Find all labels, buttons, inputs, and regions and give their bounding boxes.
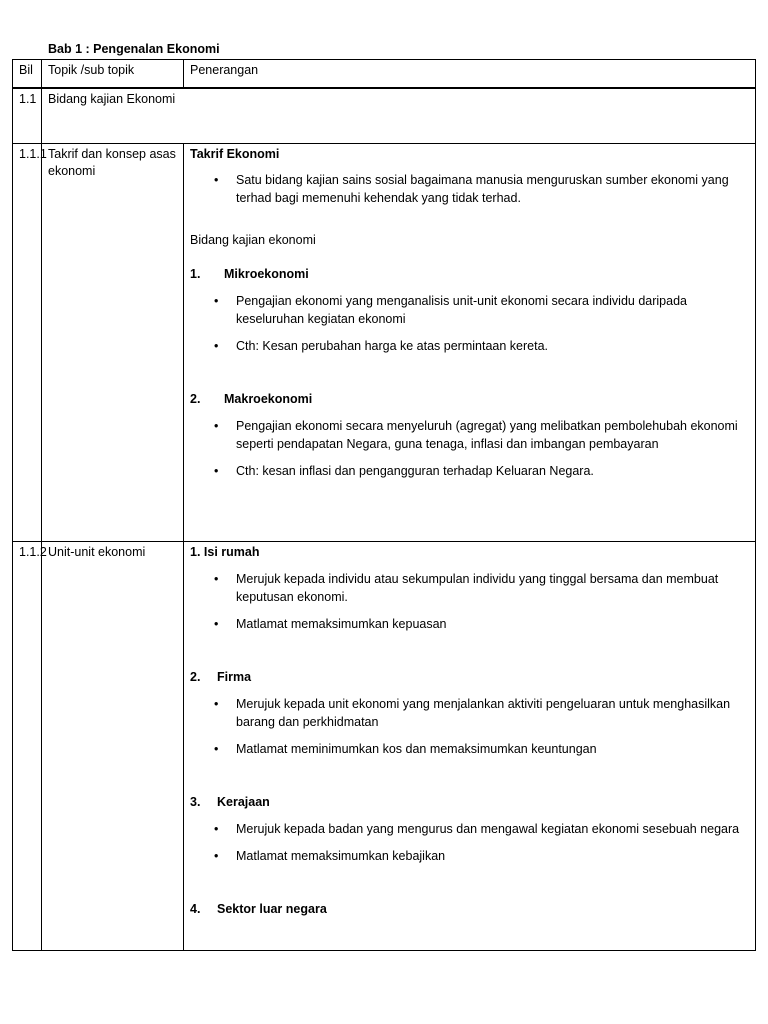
bullet-item: • Matlamat memaksimumkan kepuasan [236, 615, 749, 633]
bullet-item: • Merujuk kepada badan yang mengurus dan mengawal kegiatan ekonomi sesebuah negara [236, 820, 749, 838]
section-title: Firma [217, 670, 252, 684]
document-title: Bab 1 : Pengenalan Ekonomi [48, 42, 220, 56]
bullet-item: • Cth: kesan inflasi dan pengangguran terhadap Keluaran Negara. [236, 462, 749, 480]
syllabus-table [12, 59, 756, 951]
bullet-item: • Pengajian ekonomi yang menganalisis unit-unit ekonomi secara individu daripada keseluruhan kegiatan ekonomi [236, 292, 749, 328]
section-number: 1. [190, 267, 201, 281]
bullet-list [190, 570, 749, 633]
header-topik: Topik /sub topik [42, 60, 184, 89]
cell-bil: 1.1.2 [13, 542, 42, 951]
cell-bil: 1.1 [13, 88, 42, 144]
section-number: 3. [190, 795, 201, 809]
section-heading [190, 669, 749, 686]
bullet-item: • Pengajian ekonomi secara menyeluruh (agregat) yang melibatkan pembolehubah ekonomi seperti pendapatan Negara, guna tenaga, inflasi dan imbangan pembayaran [236, 417, 749, 453]
cell-topik: Unit-unit ekonomi [42, 542, 184, 951]
bullet-list [190, 171, 749, 207]
cell-penerangan [184, 542, 756, 951]
bullet-list [190, 292, 749, 355]
table-row [13, 88, 756, 144]
header-penerangan: Penerangan [184, 60, 756, 89]
bidang-label: Bidang kajian ekonomi [190, 233, 316, 247]
bullet-item: • Satu bidang kajian sains sosial bagaimana manusia menguruskan sumber ekonomi yang terhad bagi memenuhi kehendak yang tidak terhad. [236, 171, 749, 207]
cell-penerangan [184, 144, 756, 542]
bullet-item: • Merujuk kepada individu atau sekumpulan individu yang tinggal bersama dan membuat keputusan ekonomi. [236, 570, 749, 606]
cell-topik: Takrif dan konsep asas ekonomi [42, 144, 184, 542]
section-heading [190, 794, 749, 811]
header-bil: Bil [13, 60, 42, 89]
table-row [13, 542, 756, 951]
section-heading: Takrif Ekonomi [190, 147, 280, 161]
section-title: Makroekonomi [224, 392, 313, 406]
bullet-item: • Matlamat meminimumkan kos dan memaksimumkan keuntungan [236, 740, 749, 758]
bullet-list [190, 417, 749, 480]
section-number: 2. [190, 670, 201, 684]
cell-bil: 1.1.1 [13, 144, 42, 542]
section-title: Mikroekonomi [224, 267, 309, 281]
section-title: Sektor luar negara [217, 902, 327, 916]
section-heading [190, 901, 749, 918]
table-row [13, 144, 756, 542]
section-number: 2. [190, 392, 201, 406]
bullet-item: • Merujuk kepada unit ekonomi yang menjalankan aktiviti pengeluaran untuk menghasilkan barang dan perkhidmatan [236, 695, 749, 731]
section-heading [190, 391, 749, 408]
bullet-list [190, 695, 749, 758]
section-heading [190, 266, 749, 283]
bullet-item: • Cth: Kesan perubahan harga ke atas permintaan kereta. [236, 337, 749, 355]
section-title: Kerajaan [217, 795, 270, 809]
table-header-row [13, 60, 756, 89]
bullet-item: • Matlamat memaksimumkan kebajikan [236, 847, 749, 865]
cell-topik: Bidang kajian Ekonomi [42, 88, 756, 144]
section-heading: 1. Isi rumah [190, 545, 260, 559]
bullet-list [190, 820, 749, 865]
section-number: 4. [190, 902, 201, 916]
